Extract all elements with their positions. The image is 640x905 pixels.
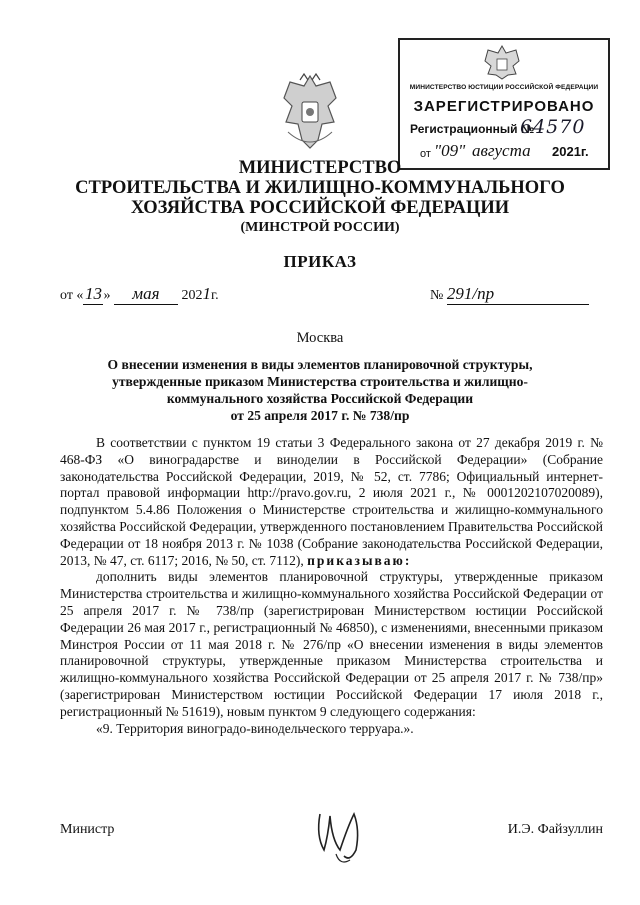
body-paragraph-1 [60,435,603,569]
body-paragraph-1-text: В соответствии с пунктом 19 статьи 3 Федерального закона от 27 декабря 2019 г. № 468-ФЗ «О виноградарстве и виноделии в Российской Федерации» (Собрание законодательства Российской Федерации, 2019, № 52, ст. 7786; Официальный интернет-портал правовой информации http://pravo.gov.ru, 2 июля 2021 г., № 0001202107020089), подпунктом 5.4.86 Положения о Министерстве строительства и жилищно-коммунального хозяйства Российской Федерации, утвержденного постановлением Правительства Российской Федерации от 18 ноября 2013 г. № 1038 (Собрание законодательства Российской Федерации, 2013, № 47, ст. 6117; 2016, № 50, ст. 7112), [60,435,603,568]
signatory-role: Министр [60,822,115,837]
order-date-prefix: от « [60,288,84,303]
stamp-date-year: 2021г. [552,144,589,159]
title-line: коммунального хозяйства Российской Федерации [166,391,474,406]
order-year-digit: 1 [202,284,211,303]
signature-block [60,816,603,876]
stamp-status: ЗАРЕГИСТРИРОВАНО [413,98,595,115]
document-body [60,435,603,737]
stamp-organization: МИНИСТЕРСТВО ЮСТИЦИИ РОССИЙСКОЙ ФЕДЕРАЦИИ [409,84,599,91]
city: Москва [296,330,344,346]
registration-stamp [398,38,610,170]
coat-of-arms-emblem [278,72,342,152]
ministry-short-name: (МИНСТРОЙ РОССИИ) [240,220,400,235]
title-line: О внесении изменения в виды элементов планировочной структуры, [107,357,533,372]
signatory-name: И.Э. Файзуллин [507,822,603,837]
order-day-suffix: » [103,288,111,303]
order-month: мая [114,284,178,305]
ministry-name [40,158,600,218]
body-paragraph-3: «9. Территория виноградо-винодельческого терруара.». [96,720,414,736]
ministry-line: МИНИСТЕРСТВО [238,158,402,178]
handwritten-signature [310,806,372,868]
document-title [70,356,570,424]
order-command: приказываю: [307,552,412,568]
stamp-date-prefix: от [420,148,431,160]
title-line: утвержденные приказом Министерства строительства и жилищно- [112,374,528,389]
stamp-emblem-icon [482,44,522,80]
stamp-date-month: августа [472,141,531,160]
order-year-prefix: 202 [181,288,203,303]
order-date [60,284,219,310]
ministry-line: ХОЗЯЙСТВА РОССИЙСКОЙ ФЕДЕРАЦИИ [130,198,510,218]
stamp-date-day: "09" [434,141,466,160]
document-type: ПРИКАЗ [283,252,357,271]
order-number-prefix: № [430,288,444,303]
order-number-value: 291/пр [447,284,589,305]
order-year-suffix: г. [210,288,219,303]
stamp-reg-label: Регистрационный № [410,122,535,136]
title-line: от 25 апреля 2017 г. № 738/пр [230,408,410,423]
order-number [430,284,589,305]
stamp-reg-number: 64570 [520,116,586,138]
ministry-line: СТРОИТЕЛЬСТВА И ЖИЛИЩНО-КОММУНАЛЬНОГО [75,178,565,198]
order-day: 13 [84,284,102,303]
body-paragraph-2: дополнить виды элементов планировочной структуры, утвержденные приказом Министерства строительства и жилищно-коммунального хозяйства Российской Федерации от 25 апреля 2017 г. № 738/пр (зарегистрирован Министерством юстиции Российской Федерации 26 мая 2017 г., регистрационный № 46850), с изменениями, внесенными приказом Минстроя России от 11 мая 2018 г. № 276/пр «О внесении изменения в виды элементов планировочной структуры, утвержденные приказом Министерства строительства и жилищно-коммунального хозяйства Российской Федерации от 25 апреля 2017 г. № 738/пр» (зарегистрирован Министерством юстиции Российской Федерации 17 июля 2018 г., регистрационный № 51619), новым пунктом 9 следующего содержания: [60,569,603,719]
